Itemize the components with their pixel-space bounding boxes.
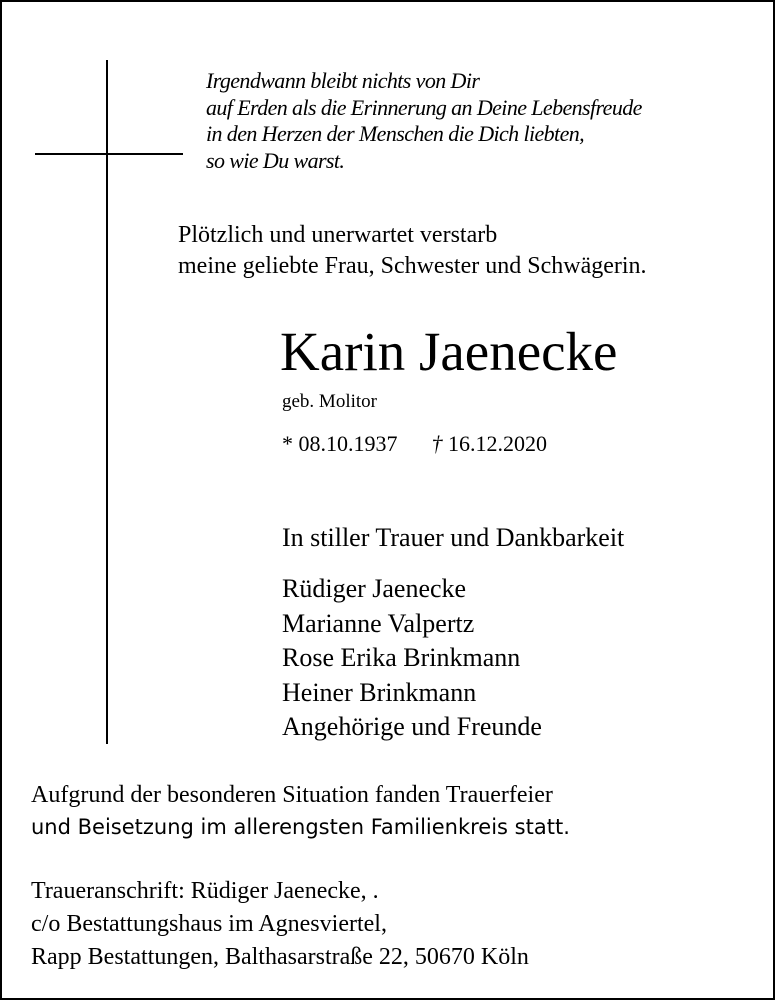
poem bbox=[206, 68, 642, 174]
death-cross-icon: † bbox=[431, 431, 443, 456]
notice-line: Aufgrund der besonderen Situation fanden Trauerfeier bbox=[31, 782, 553, 808]
address-line: c/o Bestattungshaus im Agnesviertel, bbox=[31, 911, 387, 937]
mourner-name: Rüdiger Jaenecke bbox=[282, 574, 467, 603]
funeral-notice bbox=[31, 779, 570, 843]
mourner-name: Marianne Valpertz bbox=[282, 608, 475, 638]
announcement-line: Plötzlich und unerwartet verstarb bbox=[178, 222, 498, 248]
cross-vertical-bar bbox=[106, 60, 108, 744]
mourners-list bbox=[282, 572, 542, 745]
maiden-name: geb. Molitor bbox=[282, 391, 377, 412]
death-announcement bbox=[178, 220, 647, 282]
mourning-heading: In stiller Trauer und Dankbarkeit bbox=[282, 523, 625, 552]
death-date-group bbox=[432, 431, 548, 456]
deceased-name: Karin Jaenecke bbox=[280, 321, 618, 382]
birth-date: * 08.10.1937 bbox=[282, 431, 398, 456]
announcement-line: meine geliebte Frau, Schwester und Schwägerin. bbox=[178, 253, 647, 279]
address-line: Rapp Bestattungen, Balthasarstraße 22, 50670 Köln bbox=[31, 944, 529, 970]
mourner-name: Angehörige und Freunde bbox=[282, 712, 542, 741]
death-date: 16.12.2020 bbox=[442, 431, 547, 456]
poem-line: auf Erden als die Erinnerung an Deine Lebensfreude bbox=[206, 94, 642, 120]
mourning-address bbox=[31, 875, 529, 974]
life-dates bbox=[282, 430, 547, 458]
address-line: Traueranschrift: Rüdiger Jaenecke, . bbox=[31, 878, 379, 904]
mourner-name: Rose Erika Brinkmann bbox=[282, 643, 521, 672]
poem-line: Irgendwann bleibt nichts von Dir bbox=[206, 68, 480, 93]
mourner-name: Heiner Brinkmann bbox=[282, 677, 477, 707]
poem-line: in den Herzen der Menschen die Dich liebten, bbox=[206, 121, 585, 146]
notice-line: und Beisetzung im allerengsten Familienkreis statt. bbox=[31, 815, 570, 839]
poem-line: so wie Du warst. bbox=[206, 147, 345, 173]
cross-horizontal-bar bbox=[35, 153, 183, 155]
